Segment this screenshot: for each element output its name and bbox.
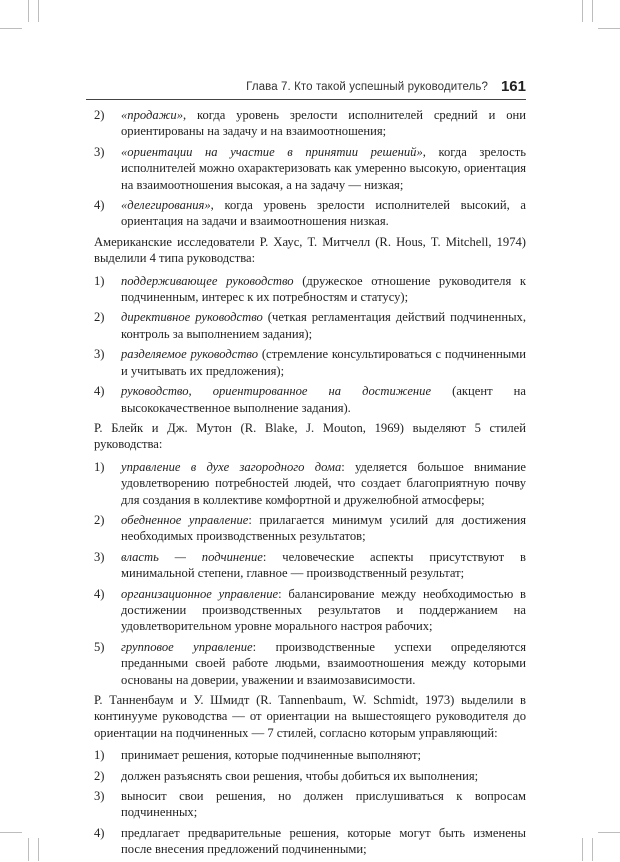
- list-item-term: поддерживающее руководство: [121, 273, 294, 288]
- list-item-number: 2): [94, 768, 105, 783]
- list-item-term: групповое управление: [121, 639, 253, 654]
- list-item: [94, 825, 526, 858]
- list-item-text: принимает решения, которые подчиненные выполняют;: [121, 748, 421, 763]
- list-item: [94, 383, 526, 416]
- list-item-number: 4): [94, 198, 105, 213]
- list-item-text: : уделяется большое внимание удовлетворению потребностей людей, что создает благоприятную почву для создания в коллективе комфортной и дружелюбной атмосферы;: [121, 459, 526, 507]
- list-item-number: 1): [94, 459, 105, 474]
- list-item-term: «делегирования»: [121, 198, 211, 213]
- paragraph: Американские исследователи Р. Хаус, Т. Митчелл (R. Hous, T. Mitchell, 1974) выделили 4 типа руководства:: [94, 234, 526, 266]
- list-item-number: 3): [94, 549, 105, 564]
- crop-mark: [598, 28, 620, 29]
- list-item-text: : прилагается минимум усилий для достижения необходимых производственных результатов;: [121, 512, 526, 544]
- list-item-number: 4): [94, 825, 105, 840]
- crop-mark: [582, 838, 583, 861]
- crop-mark: [582, 0, 583, 22]
- list-item-number: 3): [94, 347, 105, 362]
- list-item: [94, 144, 526, 193]
- list-item-text: предлагает предварительные решения, которые могут быть изменены после внесения предложений подчиненными;: [121, 825, 526, 857]
- list-item-text: : человеческие аспекты присутствуют в минимальной степени, главное — производственный результат;: [121, 549, 526, 581]
- list-item: [94, 768, 526, 784]
- list-item-text: должен разъяснять свои решения, чтобы добиться их выполнения;: [121, 768, 479, 783]
- list-item: [94, 459, 526, 508]
- list-item-number: 3): [94, 789, 105, 804]
- list-item: [94, 197, 526, 230]
- list-item-text: , когда уровень зрелости исполнителей средний и они ориентированы на задачу и на взаимоотношения;: [121, 108, 526, 139]
- list-item: [94, 346, 526, 379]
- list-item-text: (дружеское отношение руководителя к подчиненным, интерес к их потребностям и статусу);: [121, 273, 526, 305]
- list-item-term: власть — подчинение: [121, 549, 263, 564]
- crop-mark: [28, 0, 29, 22]
- chapter-title: Глава 7. Кто такой успешный руководитель?: [246, 81, 488, 93]
- list-item-term: «продажи»: [121, 108, 183, 122]
- list-item-text: : балансирование между необходимостью в достижении производственных результатов и поддержанием на удовлетворительном уровне морального настроя рабочих;: [121, 586, 526, 634]
- list-item-number: 3): [94, 144, 105, 159]
- list-item-term: руководство, ориентированное на достижение: [121, 384, 432, 399]
- list-item-text: , когда уровень зрелости исполнителей высокий, а ориентация на задачи и взаимоотношения низкая.: [121, 198, 526, 229]
- list-item: [94, 549, 526, 582]
- paragraph: Р. Танненбаум и У. Шмидт (R. Tannenbaum, W. Schmidt, 1973) выделили в континууме руководства — от ориентации на вышестоящего руководителя до ориентации на подчиненных — 7 стилей, согласно которым управляющий:: [94, 693, 526, 740]
- crop-mark: [0, 28, 22, 29]
- crop-mark: [598, 832, 620, 833]
- list-item-number: 5): [94, 639, 105, 654]
- list-item: [94, 273, 526, 306]
- list-item-term: управление в духе загородного дома: [121, 459, 342, 474]
- crop-mark: [592, 0, 593, 22]
- crop-mark: [0, 832, 22, 833]
- list-item-text: (стремление консультироваться с подчиненными и учитывать их предложения);: [121, 347, 526, 378]
- list-item-number: 1): [94, 748, 105, 763]
- list-item: [94, 107, 526, 140]
- list-item-term: организационное управление: [121, 586, 279, 601]
- page-number: 161: [500, 78, 526, 95]
- list-item: [94, 788, 526, 821]
- list-item-number: 2): [94, 310, 105, 325]
- list-item-number: 2): [94, 512, 105, 527]
- list-item-text: выносит свои решения, но должен прислушиваться к вопросам подчиненных;: [121, 789, 526, 820]
- list-item-term: разделяемое руководство: [121, 347, 259, 362]
- header-rule: [86, 99, 526, 100]
- list-item-text: : производственные успехи определяются преданными своей работе людьми, взаимоотношения между которыми основаны на доверии, уважении и взаимозависимости.: [121, 639, 526, 687]
- crop-mark: [38, 838, 39, 861]
- list-item: [94, 586, 526, 635]
- list-item-text: , когда зрелость исполнителей можно охарактеризовать как умеренно высокую, ориентация на взаимоотношения высокая, а на задачу — низкая;: [121, 144, 527, 192]
- list-item: [94, 309, 526, 342]
- paragraph: Р. Блейк и Дж. Мутон (R. Blake, J. Mouton, 1969) выделяют 5 стилей руководства:: [94, 420, 526, 452]
- crop-mark: [592, 838, 593, 861]
- list-item-text: (акцент на высококачественное выполнение задания).: [121, 384, 526, 415]
- page-body: [94, 107, 526, 862]
- list-item-number: 4): [94, 586, 105, 601]
- list-item-number: 2): [94, 108, 105, 122]
- list-item-number: 1): [94, 273, 105, 288]
- list-item-text: (четкая регламентация действий подчиненных, контроль за выполнением задания);: [121, 310, 526, 341]
- crop-mark: [28, 838, 29, 861]
- list-item-term: директивное руководство: [121, 310, 263, 325]
- list-item-term: обедненное управление: [121, 512, 249, 527]
- list-item-term: «ориентации на участие в принятии решений»: [121, 144, 423, 159]
- list-item: [94, 512, 526, 545]
- running-header: [86, 78, 526, 100]
- crop-mark: [38, 0, 39, 22]
- list-item: [94, 747, 526, 763]
- list-item: [94, 639, 526, 688]
- list-item-number: 4): [94, 384, 105, 399]
